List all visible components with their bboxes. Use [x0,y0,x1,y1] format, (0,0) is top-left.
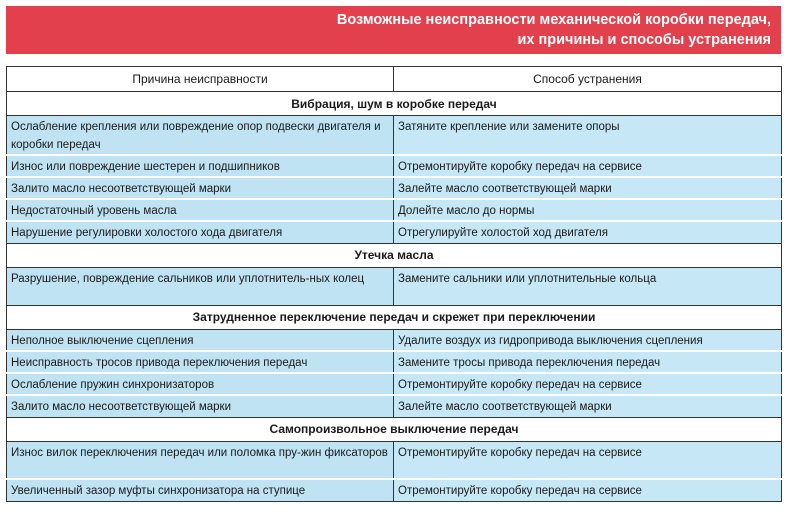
table-row [7,267,782,305]
section-row [7,92,782,116]
cause-cell: Неисправность тросов привода переключения передач [7,351,394,373]
fix-cell: Долейте масло до нормы [394,199,782,221]
fix-cell: Залейте масло соответствующей марки [394,395,782,417]
column-header-cause: Причина неисправности [7,67,394,92]
table-row [7,373,782,395]
cause-cell: Ослабление пружин синхронизаторов [7,373,394,395]
cause-cell: Залито масло несоответствующей марки [7,177,394,199]
cause-cell: Неполное выключение сцепления [7,329,394,351]
section-row [7,243,782,267]
fix-cell: Удалите воздух из гидропривода выключения сцепления [394,329,782,351]
section-title: Вибрация, шум в коробке передач [7,92,782,116]
table-row [7,395,782,417]
section-row [7,417,782,441]
cause-cell: Разрушение, повреждение сальников или уплотнитель-ных колец [7,267,394,305]
fix-cell: Залейте масло соответствующей марки [394,177,782,199]
table-header-row [7,67,782,92]
fix-cell: Отремонтируйте коробку передач на сервисе [394,155,782,177]
cause-cell: Нарушение регулировки холостого хода двигателя [7,221,394,243]
section-title: Самопроизвольное выключение передач [7,417,782,441]
fix-cell: Отремонтируйте коробку передач на сервисе [394,479,782,501]
fix-cell: Замените сальники или уплотнительные кольца [394,267,782,305]
section-title: Утечка масла [7,243,782,267]
faults-table [6,66,782,502]
section-row [7,305,782,329]
fix-cell: Отремонтируйте коробку передач на сервисе [394,441,782,479]
table-row [7,441,782,479]
fix-cell: Отремонтируйте коробку передач на сервисе [394,373,782,395]
fix-cell: Затяните крепление или замените опоры [394,116,782,156]
title-line-1: Возможные неисправности механической коробки передач, [336,12,771,28]
table-row [7,177,782,199]
title-line-2: их причины и способы устранения [517,32,771,48]
cause-cell: Ослабление крепления или повреждение опор подвески двигателя и коробки передач [7,116,394,156]
cause-cell: Износ или повреждение шестерен и подшипников [7,155,394,177]
table-row [7,479,782,501]
cause-cell: Увеличенный зазор муфты синхронизатора на ступице [7,479,394,501]
table-row [7,199,782,221]
table-row [7,221,782,243]
fix-cell: Отрегулируйте холостой ход двигателя [394,221,782,243]
cause-cell: Недостаточный уровень масла [7,199,394,221]
cause-cell: Износ вилок переключения передач или поломка пру-жин фиксаторов [7,441,394,479]
table-row [7,351,782,373]
cause-cell: Залито масло несоответствующей марки [7,395,394,417]
section-title: Затрудненное переключение передач и скрежет при переключении [7,305,782,329]
table-row [7,329,782,351]
table-row [7,155,782,177]
column-header-fix: Способ устранения [394,67,782,92]
fix-cell: Замените тросы привода переключения передач [394,351,782,373]
title-banner [6,6,781,54]
table-row [7,116,782,156]
